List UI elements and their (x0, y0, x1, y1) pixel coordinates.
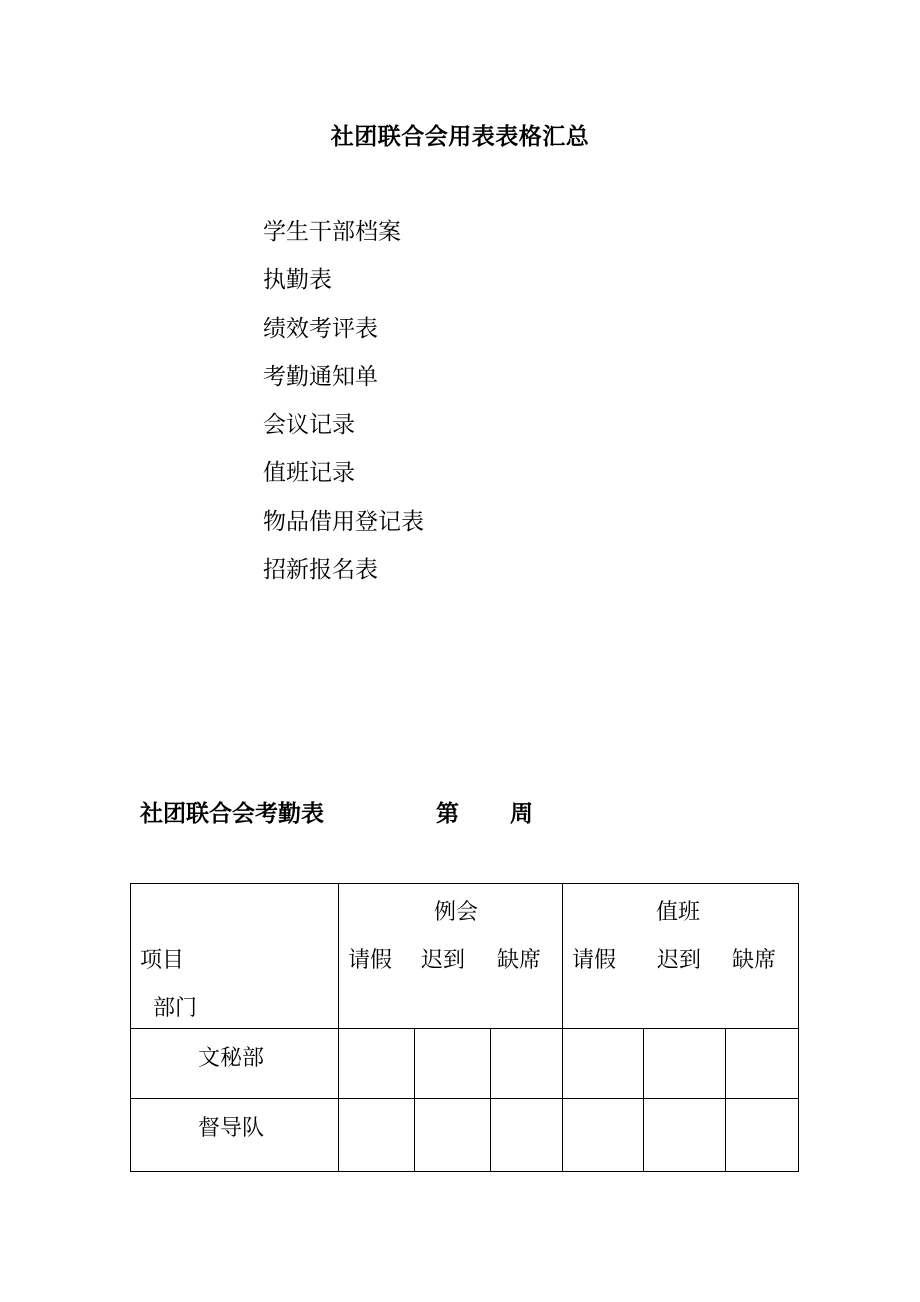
header-duty-leave: 请假 (572, 948, 617, 973)
list-item: 物品借用登记表 (263, 508, 424, 535)
list-item: 学生干部档案 (263, 219, 401, 245)
header-group-duty: 值班 (656, 900, 701, 925)
row-dept-label: 督导队 (198, 1116, 265, 1141)
row-dept-label: 文秘部 (198, 1046, 265, 1071)
header-meeting-leave: 请假 (348, 948, 393, 973)
list-item: 执勤表 (263, 267, 332, 294)
header-corner-top: 项目 (140, 948, 185, 973)
week-prefix: 第 (436, 800, 459, 827)
list-item: 会议记录 (263, 412, 355, 439)
attendance-table-title: 社团联合会考勤表 (140, 800, 324, 827)
list-item: 值班记录 (263, 460, 355, 487)
header-group-meeting: 例会 (434, 900, 479, 925)
header-corner-bottom: 部门 (153, 996, 198, 1021)
week-suffix: 周 (510, 800, 533, 827)
header-meeting-late: 迟到 (421, 948, 466, 973)
list-item: 考勤通知单 (263, 363, 378, 390)
list-item: 招新报名表 (263, 557, 378, 584)
document-title: 社团联合会用表表格汇总 (330, 123, 590, 150)
list-item: 绩效考评表 (263, 315, 378, 342)
header-duty-late: 迟到 (657, 948, 702, 973)
header-meeting-absent: 缺席 (497, 948, 542, 973)
header-duty-absent: 缺席 (732, 948, 777, 973)
